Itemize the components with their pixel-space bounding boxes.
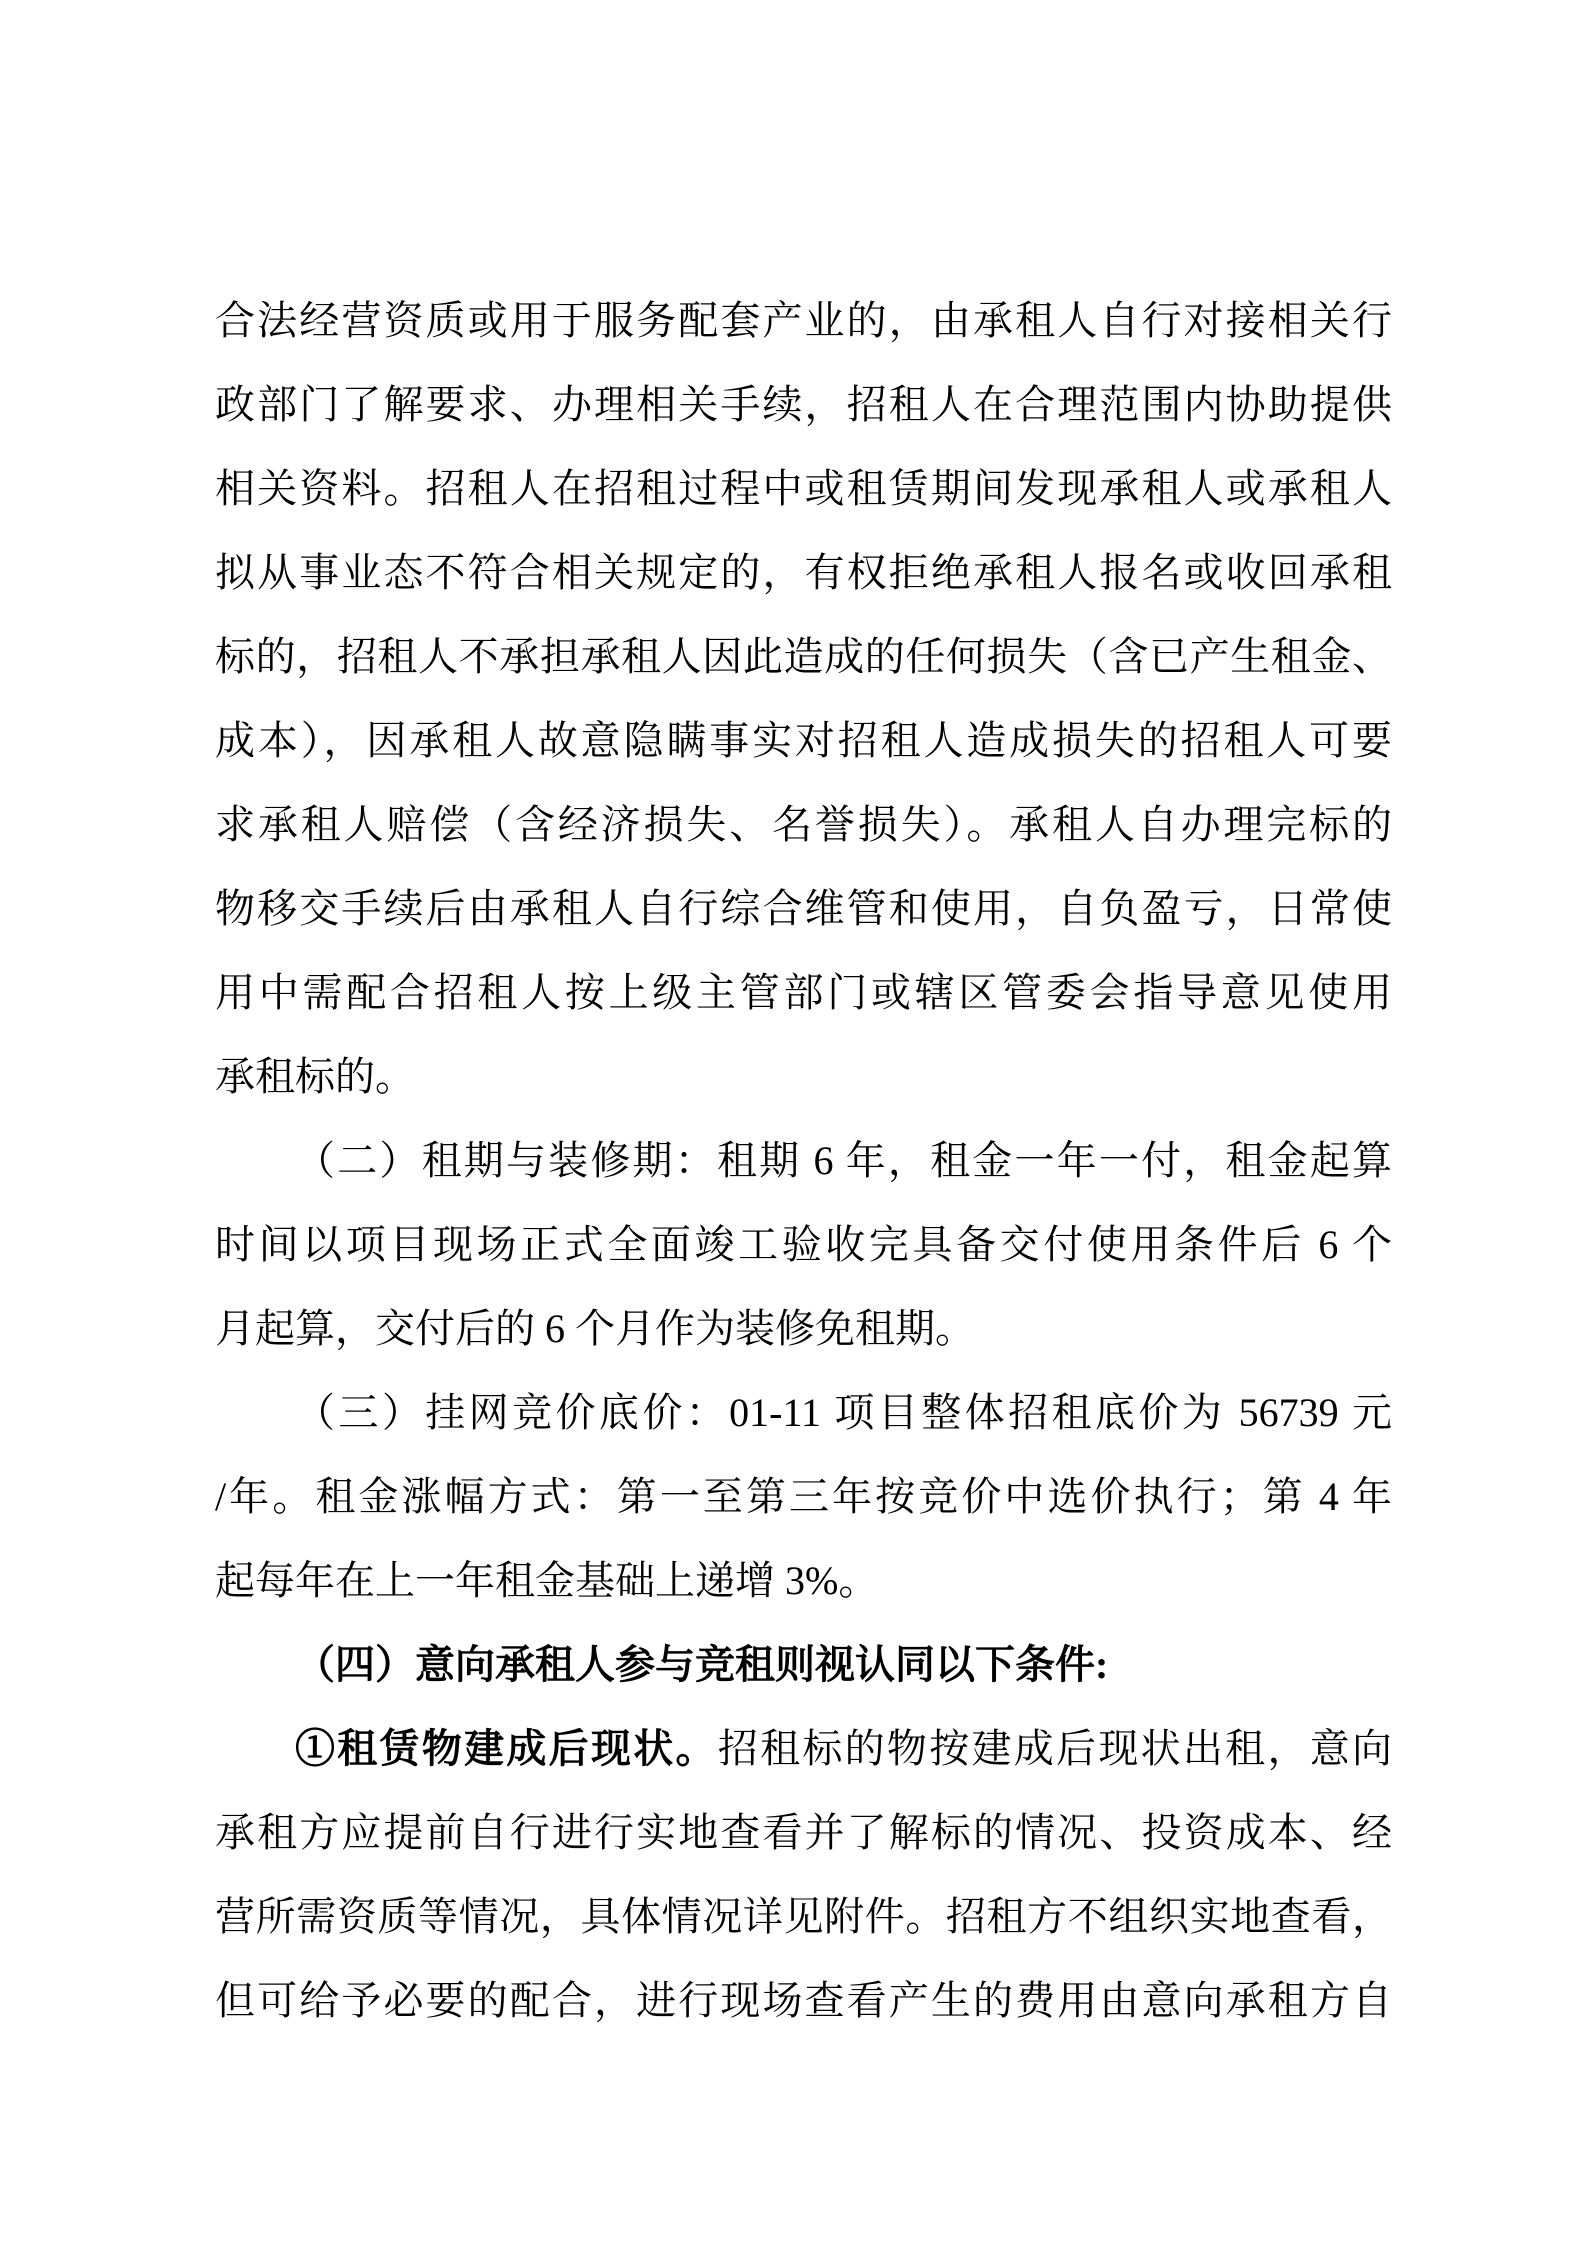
text-line [215,951,1392,1035]
text-segment: 租期 6 年，租金一年一付，租金起算 [716,1138,1393,1183]
text-segment: 拟从事业态不符合相关规定的，有权拒绝承租人报名或收回承租 [215,550,1392,595]
text-line [215,531,1392,615]
text-line [215,615,1392,699]
text-line [215,1791,1392,1875]
text-segment-bold: ①租赁物建成后现状。 [295,1726,718,1771]
text-segment: 月起算，交付后的 6 个月作为装修免租期。 [215,1306,975,1351]
text-segment: 物移交手续后由承租人自行综合维管和使用，自负盈亏，日常使 [215,886,1392,931]
text-segment: 相关资料。招租人在招租过程中或租赁期间发现承租人或承租人 [215,466,1392,511]
text-segment: 政部门了解要求、办理相关手续，招租人在合理范围内协助提供 [215,382,1392,427]
text-segment: 但可给予必要的配合，进行现场查看产生的费用由意向承租方自 [215,1978,1392,2023]
text-line [215,1119,1392,1203]
text-segment: 时间以项目现场正式全面竣工验收完具备交付使用条件后 6 个 [215,1222,1392,1267]
text-line [215,867,1392,951]
document-body [215,279,1392,2043]
text-line [215,1035,1392,1119]
text-line [215,1707,1392,1791]
text-line [215,1455,1392,1539]
text-line [215,1875,1392,1959]
text-segment: 01-11 项目整体招租底价为 56739 元 [729,1390,1393,1435]
text-segment: 承租方应提前自行进行实地查看并了解标的情况、投资成本、经 [215,1810,1392,1855]
text-segment: 标的，招租人不承担承租人因此造成的任何损失（含已产生租金、 [215,634,1392,679]
text-line [215,1539,1392,1623]
text-segment: （三）挂网竞价底价： [295,1390,730,1435]
text-segment: 合法经营资质或用于服务配套产业的，由承租人自行对接相关行 [215,298,1392,343]
text-line [215,279,1392,363]
text-segment: 承租标的。 [215,1054,415,1099]
text-segment: 营所需资质等情况，具体情况详见附件。招租方不组织实地查看， [215,1894,1392,1939]
text-segment: /年。租金涨幅方式：第一至第三年按竞价中选价执行；第 4 年 [215,1474,1392,1519]
text-segment: 成本），因承租人故意隐瞒事实对招租人造成损失的招租人可要 [215,718,1392,763]
text-line [215,1203,1392,1287]
text-segment: 用中需配合招租人按上级主管部门或辖区管委会指导意见使用 [215,970,1392,1015]
text-segment: 起每年在上一年租金基础上递增 3%。 [215,1558,879,1603]
text-line [215,783,1392,867]
text-line [215,1959,1392,2043]
text-segment: 招租标的物按建成后现状出租，意向 [717,1726,1393,1771]
text-line [215,447,1392,531]
text-segment: （二）租期与装修期： [295,1138,717,1183]
text-line [215,1287,1392,1371]
text-segment: 求承租人赔偿（含经济损失、名誉损失）。承租人自办理完标的 [215,802,1392,847]
text-line [215,699,1392,783]
text-line [215,363,1392,447]
text-line [215,1371,1392,1455]
text-segment-bold: （四）意向承租人参与竞租则视认同以下条件: [295,1642,1109,1687]
text-line [215,1623,1392,1707]
